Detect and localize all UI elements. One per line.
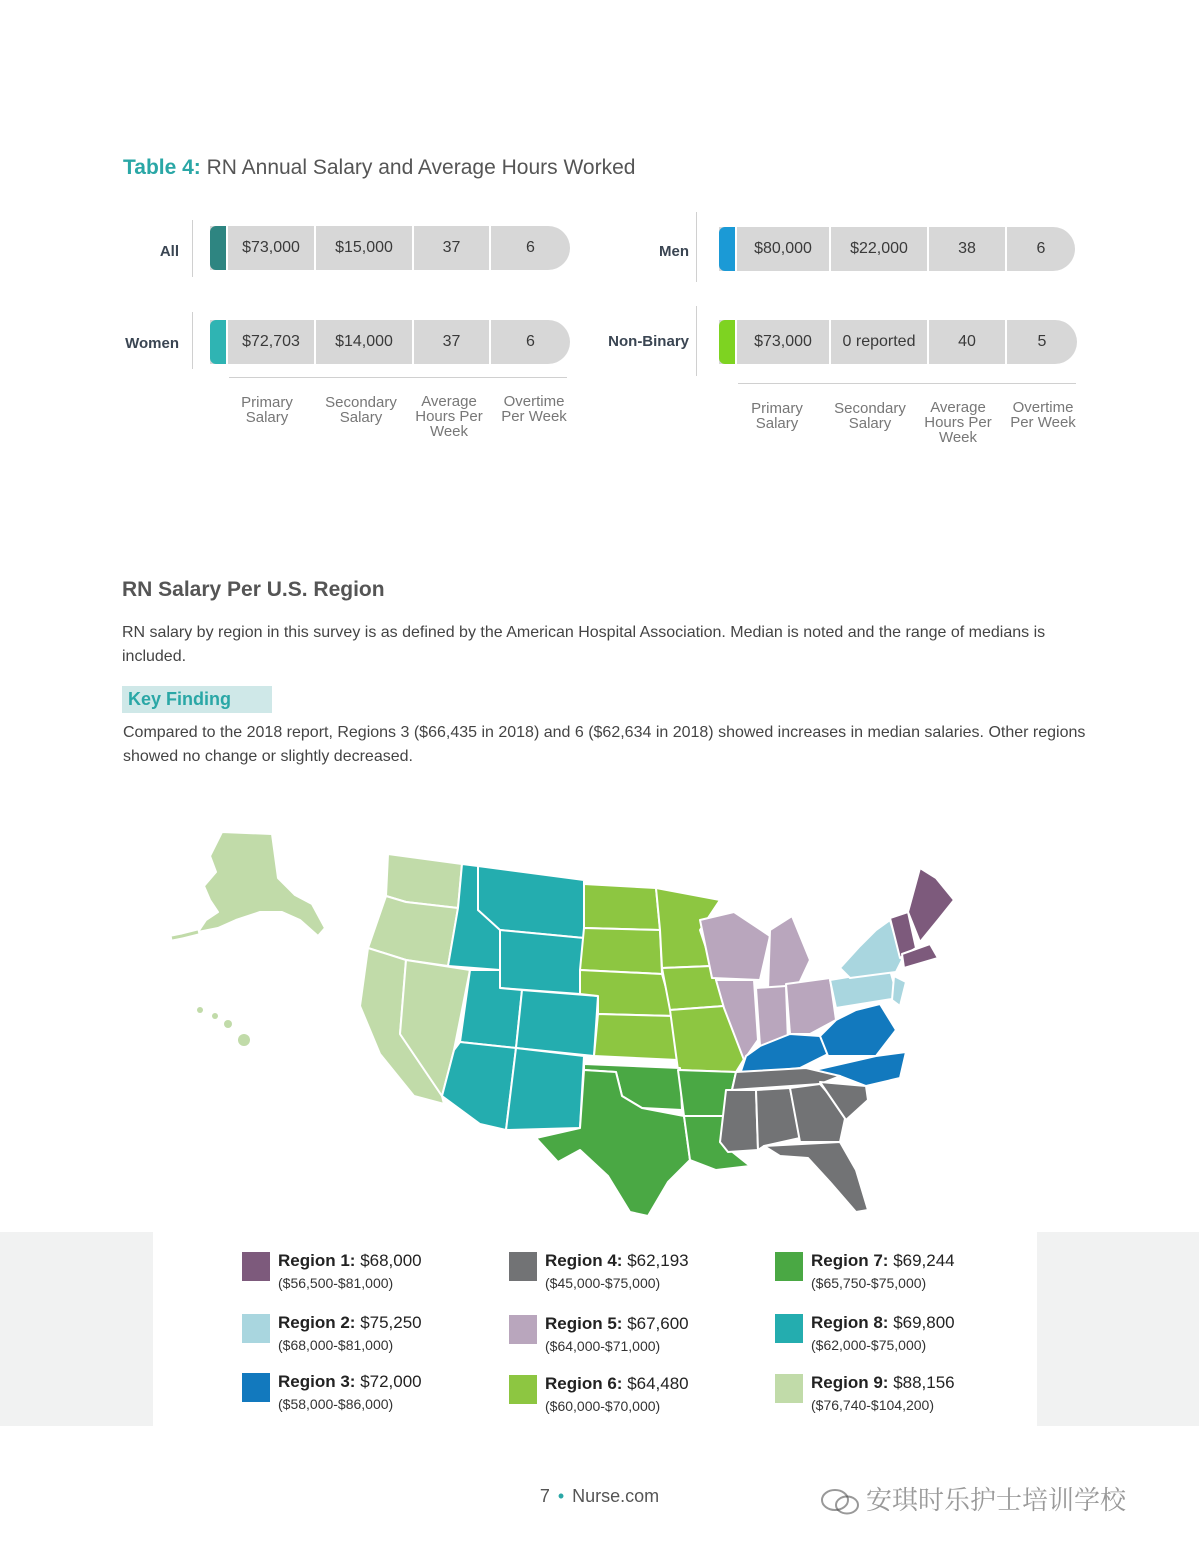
region-5-ohio (786, 978, 836, 1034)
section-heading: RN Salary Per U.S. Region (122, 578, 385, 601)
legend-item-region-4 (509, 1250, 689, 1294)
us-region-map (160, 820, 980, 1230)
table-title-text: RN Annual Salary and Average Hours Worked (200, 156, 636, 179)
salary-bar-men (719, 227, 1075, 271)
legend-swatch (242, 1314, 270, 1343)
legend-range: ($56,500-$81,000) (278, 1275, 394, 1291)
watermark (820, 1480, 1126, 1517)
row-label-all: All (159, 243, 179, 260)
legend-item-region-3 (242, 1371, 422, 1415)
divider (192, 220, 193, 277)
column-header-overtime: Overtime Per Week (1010, 399, 1076, 431)
legend-range: ($65,750-$75,000) (811, 1275, 927, 1291)
divider (696, 306, 697, 376)
salary-bar-all (210, 226, 570, 270)
key-finding-text: Compared to the 2018 report, Regions 3 ($66,435 in 2018) and 6 ($62,634 in 2018) showed increases in median salaries. Other regions showed no change or slightly decreased. (123, 724, 1086, 765)
column-header-avg-hours: Average Hours Per Week (924, 399, 992, 446)
row-label-men: Men (659, 243, 689, 260)
legend-item-region-9 (775, 1372, 955, 1416)
region-8-colorado (516, 990, 598, 1056)
legend-item-region-7 (775, 1250, 955, 1294)
secondary-salary-cell: 0 reported (829, 320, 927, 364)
legend-swatch (242, 1373, 270, 1402)
overtime-cell: 6 (1005, 227, 1075, 271)
watermark-text: 安琪时乐护士培训学校 (866, 1485, 1127, 1515)
legend-median: $64,480 (627, 1374, 689, 1393)
column-header-primary-salary: Primary Salary (751, 400, 803, 432)
avg-hours-cell: 37 (412, 226, 489, 270)
region-8-wyoming (500, 930, 584, 994)
legend-item-region-6 (509, 1373, 689, 1417)
region-5-michigan (768, 916, 810, 990)
avg-hours-cell: 38 (927, 227, 1005, 271)
column-rule (229, 377, 567, 378)
region-4-florida (764, 1142, 868, 1212)
legend-median: $88,156 (893, 1373, 955, 1392)
bar-color-cap (210, 226, 226, 270)
region-8-arizona (442, 1042, 516, 1130)
column-header-avg-hours: Average Hours Per Week (415, 393, 483, 440)
legend-range: ($76,740-$104,200) (811, 1397, 934, 1413)
legend-median: $67,600 (627, 1314, 689, 1333)
table-title (123, 156, 635, 180)
legend-item-region-5 (509, 1313, 689, 1357)
legend-range: ($60,000-$70,000) (545, 1398, 661, 1414)
region-6-north-dakota (584, 884, 660, 930)
primary-salary-cell: $80,000 (735, 227, 829, 271)
divider (192, 312, 193, 369)
legend-item-region-1 (242, 1250, 422, 1294)
overtime-cell: 5 (1005, 320, 1077, 364)
region-1-maine (908, 868, 954, 942)
region-9-alaska (198, 832, 325, 936)
legend-median: $62,193 (627, 1251, 689, 1270)
divider (696, 212, 697, 282)
region-2-new-jersey (892, 976, 906, 1006)
legend-median: $68,000 (360, 1251, 422, 1270)
legend-range: ($68,000-$81,000) (278, 1337, 394, 1353)
salary-bar-non-binary (719, 320, 1077, 364)
avg-hours-cell: 37 (412, 320, 489, 364)
row-label-non-binary: Non-Binary (608, 333, 689, 350)
region-9-alaska-chain (172, 932, 198, 938)
overtime-cell: 6 (489, 226, 570, 270)
legend-region-name: Region 6: (545, 1374, 623, 1393)
legend-swatch (775, 1314, 803, 1343)
legend-swatch (775, 1374, 803, 1403)
legend-range: ($58,000-$86,000) (278, 1396, 394, 1412)
wechat-icon (820, 1488, 860, 1516)
table-title-lead: Table 4: (123, 156, 201, 179)
legend-region-name: Region 4: (545, 1251, 623, 1270)
legend-region-name: Region 7: (811, 1251, 889, 1270)
section-intro: RN salary by region in this survey is as defined by the American Hospital Association. Median is noted and the range of medians is included. (122, 624, 1046, 665)
key-finding-label: Key Finding (122, 686, 272, 713)
region-8-new-mexico (506, 1048, 584, 1130)
row-label-women: Women (125, 335, 179, 352)
region-9-hawaii (197, 1007, 203, 1013)
primary-salary-cell: $73,000 (735, 320, 829, 364)
legend-region-name: Region 9: (811, 1373, 889, 1392)
salary-bar-women (210, 320, 570, 364)
legend-region-name: Region 8: (811, 1313, 889, 1332)
primary-salary-cell: $72,703 (226, 320, 314, 364)
secondary-salary-cell: $14,000 (314, 320, 412, 364)
primary-salary-cell: $73,000 (226, 226, 314, 270)
legend-range: ($45,000-$75,000) (545, 1275, 661, 1291)
legend-range: ($64,000-$71,000) (545, 1338, 661, 1354)
legend-swatch (509, 1375, 537, 1404)
legend-median: $72,000 (360, 1372, 422, 1391)
region-6-south-dakota (580, 928, 662, 974)
legend-region-name: Region 3: (278, 1372, 356, 1391)
bar-color-cap (719, 320, 735, 364)
legend-swatch (509, 1315, 537, 1344)
side-panel-right (1037, 1232, 1199, 1426)
column-rule (738, 383, 1076, 384)
legend-swatch (775, 1252, 803, 1281)
legend-region-name: Region 1: (278, 1251, 356, 1270)
footer-site: Nurse.com (572, 1486, 660, 1506)
column-header-overtime: Overtime Per Week (501, 393, 567, 425)
legend-median: $69,244 (893, 1251, 955, 1270)
legend-item-region-2 (242, 1312, 422, 1356)
legend-region-name: Region 2: (278, 1313, 356, 1332)
legend-item-region-8 (775, 1312, 955, 1356)
avg-hours-cell: 40 (927, 320, 1005, 364)
side-panel-left (0, 1232, 153, 1426)
legend-median: $69,800 (893, 1313, 955, 1332)
legend-range: ($62,000-$75,000) (811, 1337, 927, 1353)
bar-color-cap (719, 227, 735, 271)
region-4-mississippi (720, 1090, 758, 1152)
secondary-salary-cell: $22,000 (829, 227, 927, 271)
page-number: 7 (539, 1486, 550, 1506)
overtime-cell: 6 (489, 320, 570, 364)
footer-bullet: • (557, 1486, 565, 1506)
secondary-salary-cell: $15,000 (314, 226, 412, 270)
legend-median: $75,250 (360, 1313, 422, 1332)
legend-region-name: Region 5: (545, 1314, 623, 1333)
bar-color-cap (210, 320, 226, 364)
legend-swatch (509, 1252, 537, 1281)
column-header-secondary-salary: Secondary Salary (325, 394, 397, 426)
column-header-primary-salary: Primary Salary (241, 394, 293, 426)
region-6-kansas (594, 1014, 678, 1060)
column-header-secondary-salary: Secondary Salary (834, 400, 906, 432)
region-5-wisconsin (700, 912, 770, 980)
legend-swatch (242, 1252, 270, 1281)
